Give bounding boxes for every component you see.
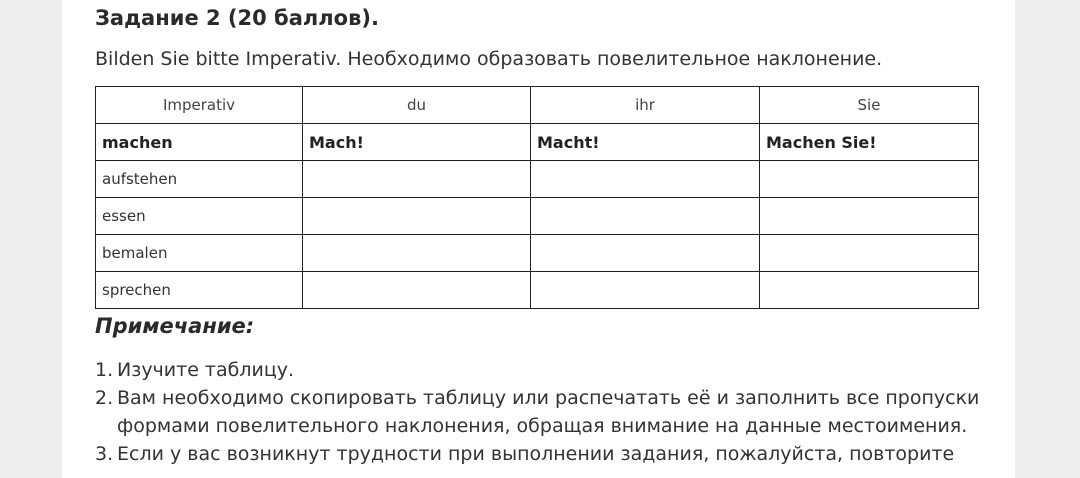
list-item	[95, 356, 985, 384]
header-du: du	[303, 87, 531, 124]
blank-sie-cell	[760, 161, 979, 198]
blank-sie-cell	[760, 272, 979, 309]
list-item-number: 2.	[95, 387, 114, 409]
example-verb: machen	[96, 124, 303, 161]
list-item-text: Если у вас возникнут трудности при выполнении задания, пожалуйста, повторите	[117, 443, 955, 465]
blank-ihr-cell	[531, 235, 760, 272]
blank-du-cell	[303, 161, 531, 198]
verb-cell: essen	[96, 198, 303, 235]
header-imperativ: Imperativ	[96, 87, 303, 124]
verb-cell: aufstehen	[96, 161, 303, 198]
list-item	[95, 384, 985, 440]
list-item-text: Изучите таблицу.	[117, 359, 295, 381]
example-ihr: Macht!	[531, 124, 760, 161]
task-title: Задание 2 (20 баллов).	[95, 6, 379, 30]
table-row	[96, 235, 979, 272]
verb-cell: sprechen	[96, 272, 303, 309]
list-item-number: 3.	[95, 443, 114, 465]
example-sie: Machen Sie!	[760, 124, 979, 161]
blank-ihr-cell	[531, 272, 760, 309]
header-sie: Sie	[760, 87, 979, 124]
blank-du-cell	[303, 272, 531, 309]
table-row	[96, 272, 979, 309]
example-du: Mach!	[303, 124, 531, 161]
blank-ihr-cell	[531, 161, 760, 198]
table-header-row	[96, 87, 979, 124]
blank-du-cell	[303, 198, 531, 235]
task-instruction: Bilden Sie bitte Imperativ. Необходимо образовать повелительное наклонение.	[95, 48, 883, 70]
list-item-text: Вам необходимо скопировать таблицу или распечатать её и заполнить все пропуски формами повелительного наклонения, обращая внимание на данные местоимения.	[117, 387, 980, 437]
note-heading: Примечание:	[95, 314, 255, 338]
imperative-table	[95, 86, 979, 309]
blank-sie-cell	[760, 198, 979, 235]
document-page	[62, 0, 1015, 478]
blank-ihr-cell	[531, 198, 760, 235]
table-row	[96, 198, 979, 235]
blank-sie-cell	[760, 235, 979, 272]
example-row	[96, 124, 979, 161]
note-list	[95, 356, 985, 468]
header-ihr: ihr	[531, 87, 760, 124]
table-row	[96, 161, 979, 198]
list-item	[95, 440, 985, 468]
blank-du-cell	[303, 235, 531, 272]
list-item-number: 1.	[95, 359, 114, 381]
verb-cell: bemalen	[96, 235, 303, 272]
